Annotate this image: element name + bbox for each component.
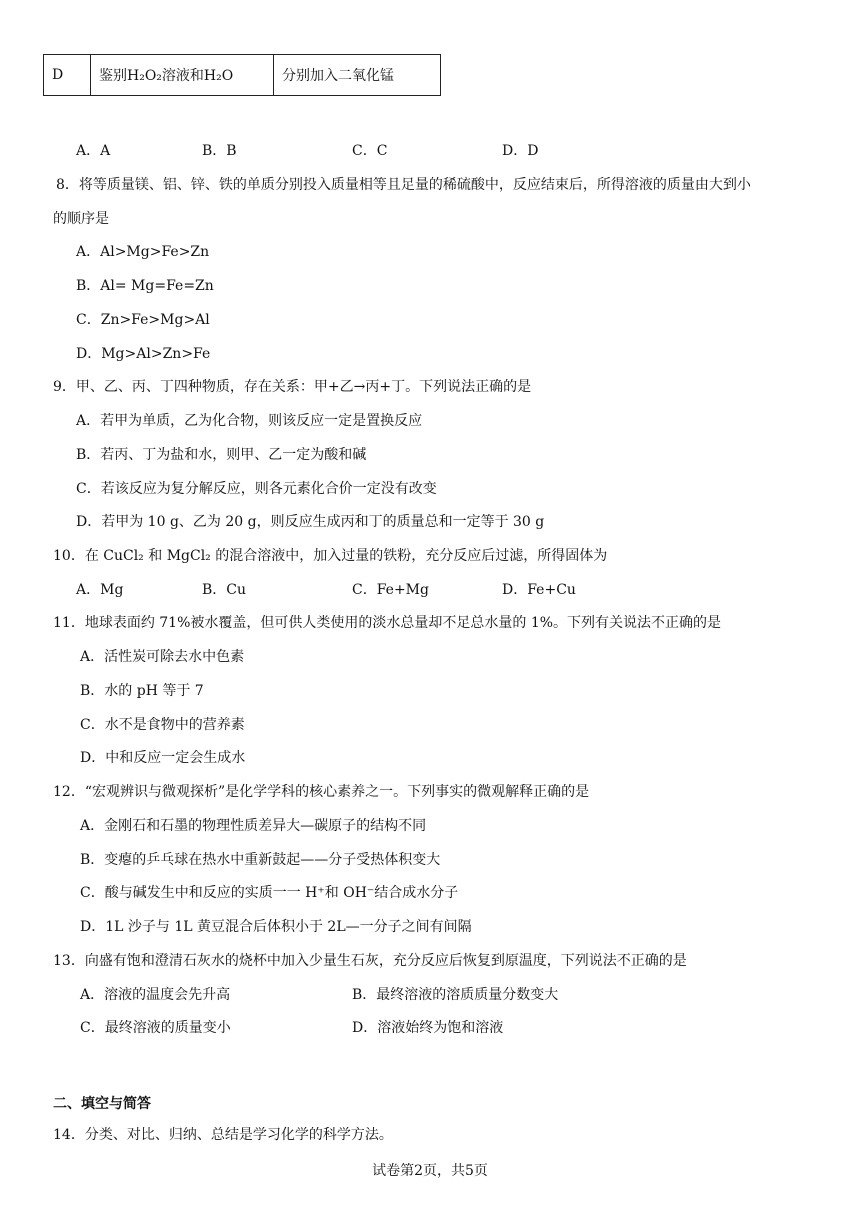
q10-option-d: D．Fe+Cu <box>502 582 576 598</box>
answer-table <box>43 54 441 96</box>
q8-stem-cont: 的顺序是 <box>53 211 109 227</box>
q8-option-d: D．Mg>Al>Zn>Fe <box>76 346 211 362</box>
q7-option-d: D．D <box>502 143 539 159</box>
q9-option-a: A．若甲为单质，乙为化合物，则该反应一定是置换反应 <box>76 413 423 429</box>
q9-stem: 9．甲、乙、丙、丁四种物质，存在关系：甲+乙→丙+丁。下列说法正确的是 <box>53 379 532 395</box>
q8-option-a: A．Al>Mg>Fe>Zn <box>76 244 210 260</box>
q11-option-c: C．水不是食物中的营养素 <box>80 717 245 733</box>
q12-option-c: C．酸与碱发生中和反应的实质一一 H⁺和 OH⁻结合成水分子 <box>80 885 459 901</box>
q10-option-b: B．Cu <box>202 582 247 598</box>
q11-option-b: B．水的 pH 等于 7 <box>80 683 204 699</box>
table-cell-task: 鉴别H₂O₂溶液和H₂O <box>91 55 274 96</box>
q10-stem: 10．在 CuCl₂ 和 MgCl₂ 的混合溶液中，加入过量的铁粉，充分反应后过滤，所得固体为 <box>53 548 608 564</box>
q7-option-a: A．A <box>76 143 111 159</box>
q12-stem: 12．“宏观辨识与微观探析”是化学学科的核心素养之一。下列事实的微观解释正确的是 <box>53 784 590 800</box>
q13-option-b: B．最终溶液的溶质质量分数变大 <box>352 987 559 1003</box>
q13-option-c: C．最终溶液的质量变小 <box>80 1020 231 1036</box>
q12-option-b: B．变瘪的乒乓球在热水中重新鼓起——分子受热体积变大 <box>80 852 441 868</box>
q9-option-c: C．若该反应为复分解反应，则各元素化合价一定没有改变 <box>76 481 437 497</box>
q14-stem: 14．分类、对比、归纳、总结是学习化学的科学方法。 <box>53 1127 393 1143</box>
table-cell-letter: D <box>44 55 91 96</box>
q11-option-a: A．活性炭可除去水中色素 <box>80 649 245 665</box>
section-heading: 二、填空与简答 <box>53 1096 151 1112</box>
q12-option-a: A．金刚石和石墨的物理性质差异大—碳原子的结构不同 <box>80 818 427 834</box>
table-cell-method: 分别加入二氧化锰 <box>274 55 441 96</box>
q8-option-b: B．Al= Mg=Fe=Zn <box>76 278 214 294</box>
q7-option-c: C．C <box>352 143 388 159</box>
q8-option-c: C．Zn>Fe>Mg>Al <box>76 312 210 328</box>
q13-stem: 13．向盛有饱和澄清石灰水的烧杯中加入少量生石灰，充分反应后恢复到原温度，下列说法不正确的是 <box>53 953 687 969</box>
q12-option-d: D．1L 沙子与 1L 黄豆混合后体积小于 2L—一分子之间有间隔 <box>80 919 472 935</box>
q7-option-b: B．B <box>202 143 237 159</box>
page-footer: 试卷第2页，共5页 <box>372 1163 488 1179</box>
q13-option-d: D．溶液始终为饱和溶液 <box>352 1020 504 1036</box>
q10-option-c: C．Fe+Mg <box>352 582 429 598</box>
q13-option-a: A．溶液的温度会先升高 <box>80 987 231 1003</box>
q10-option-a: A．Mg <box>76 582 124 598</box>
q8-stem: 8．将等质量镁、铝、锌、铁的单质分别投入质量相等且足量的稀硫酸中，反应结束后，所得溶液的质量由大到小 <box>56 177 751 193</box>
q9-option-b: B．若丙、丁为盐和水，则甲、乙一定为酸和碱 <box>76 447 367 463</box>
q11-option-d: D．中和反应一定会生成水 <box>80 750 246 766</box>
table-row <box>44 55 441 96</box>
q11-stem: 11．地球表面约 71%被水覆盖，但可供人类使用的淡水总量却不足总水量的 1%。下列有关说法不正确的是 <box>53 615 722 631</box>
q9-option-d: D．若甲为 10 g、乙为 20 g，则反应生成丙和丁的质量总和一定等于 30 g <box>76 514 545 530</box>
